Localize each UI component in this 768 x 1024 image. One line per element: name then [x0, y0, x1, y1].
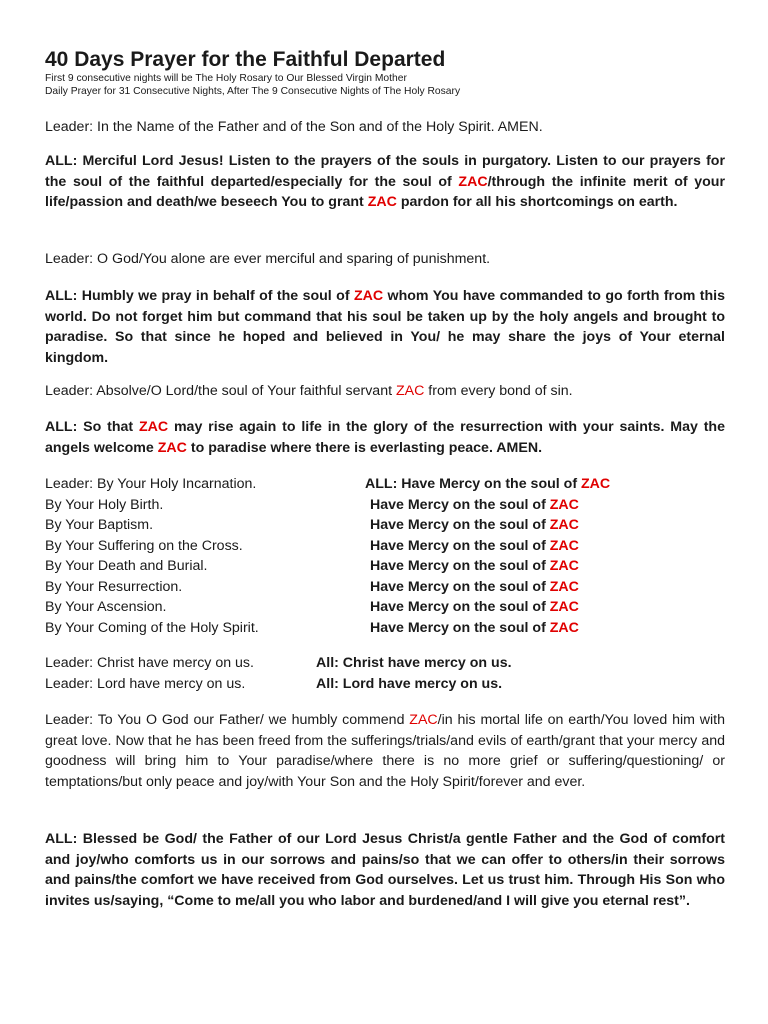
litany-row: By Your Suffering on the Cross. Have Mercy on the soul of ZAC [45, 538, 579, 554]
litany-row: By Your Death and Burial. Have Mercy on the soul of ZAC [45, 558, 579, 574]
mercy-row: Leader: Christ have mercy on us. All: Christ have mercy on us. [45, 655, 512, 671]
deceased-name: ZAC [458, 173, 488, 190]
litany-row: By Your Baptism. Have Mercy on the soul of ZAC [45, 517, 579, 533]
mercy-row: Leader: Lord have mercy on us. All: Lord have mercy on us. [45, 676, 503, 692]
deceased-name: ZAC [138, 419, 169, 435]
leader-o-god: Leader: O God/You alone are ever merciful and sparing of punishment. [45, 251, 491, 267]
deceased-name: ZAC [353, 288, 384, 304]
litany-row: By Your Resurrection. Have Mercy on the soul of ZAC [45, 579, 579, 595]
deceased-name: ZAC [157, 439, 187, 456]
deceased-name: ZAC [367, 194, 397, 211]
litany-row: By Your Holy Birth. Have Mercy on the soul of ZAC [45, 497, 579, 513]
deceased-name: ZAC [395, 383, 425, 399]
leader-absolve: Leader: Absolve/O Lord/the soul of Your faithful servant ZAC from every bond of sin. [45, 383, 573, 399]
all-so-that: ALL: So that ZAC may rise again to life in the glory of the resurrection with your saints. May the angels welcome ZAC to paradise where there is everlasting peace. AMEN. [45, 419, 725, 456]
leader-commend: Leader: To You O God our Father/ we humbly commend ZAC/in his mortal life on earth/You loved him with great love. Now that he has been freed from the sufferings/trials/and evils of earth/grant that your mercy and goodness will bring him to Your paradise/where there is no more grief or suffering/questioning/ or temptations/but only peace and joy/with Your Son and the Holy Spirit/forever and ever. [45, 712, 725, 790]
litany-row: By Your Ascension. Have Mercy on the soul of ZAC [45, 599, 579, 615]
deceased-name: ZAC [409, 712, 438, 728]
litany-row: Leader: By Your Holy Incarnation. ALL: Have Mercy on the soul of ZAC [45, 476, 611, 492]
leader-opening: Leader: In the Name of the Father and of the Son and of the Holy Spirit. AMEN. [45, 119, 543, 135]
litany-row: By Your Coming of the Holy Spirit. Have Mercy on the soul of ZAC [45, 620, 579, 636]
subtitle-rosary: First 9 consecutive nights will be The Holy Rosary to Our Blessed Virgin Mother [45, 73, 407, 84]
subtitle-daily: Daily Prayer for 31 Consecutive Nights, After The 9 Consecutive Nights of The Holy Rosary [45, 86, 461, 97]
all-humbly-we-pray: ALL: Humbly we pray in behalf of the soul of ZAC whom You have commanded to go forth from this world. Do not forget him but command that his soul be taken up by the holy angels and brought to paradise. So that since he hoped and believed in You/ he may share the joys of Your eternal kingdom. [45, 288, 725, 366]
all-merciful-lord: ALL: Merciful Lord Jesus! Listen to the prayers of the souls in purgatory. Listen to our prayers for the soul of the faithful departed/especially for the soul of ZAC/through the infinite merit of your life/passion and death/we beseech You to grant ZAC pardon for all his shortcomings on earth. [45, 153, 725, 211]
document-title: 40 Days Prayer for the Faithful Departed [45, 48, 446, 71]
all-blessed-be-god: ALL: Blessed be God/ the Father of our Lord Jesus Christ/a gentle Father and the God of comfort and joy/who comforts us in our sorrows and pains/so that we can offer to others/in their sorrows and pains/the comfort we have received from God ourselves. Let us trust him. Through His Son who invites us/saying, “Come to me/all you who labor and burdened/and I will give you eternal rest”. [45, 831, 725, 909]
